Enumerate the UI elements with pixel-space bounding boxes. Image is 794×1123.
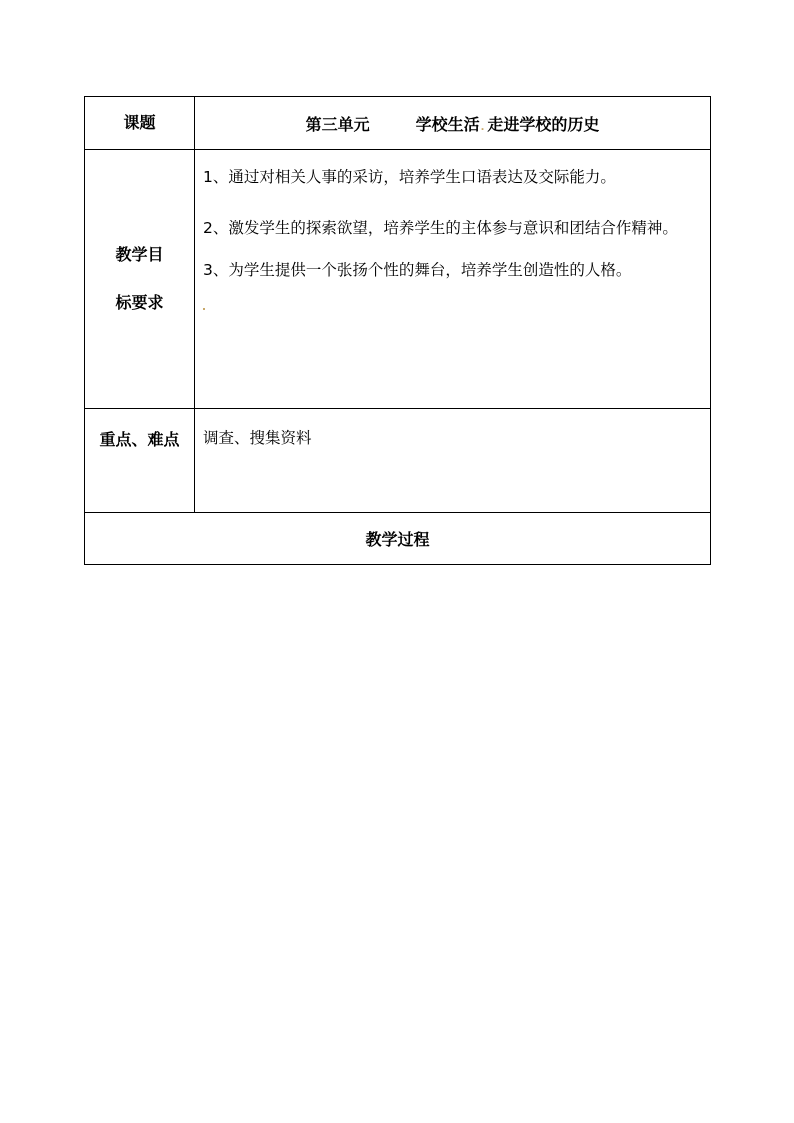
focus-label: 重点、难点 (99, 430, 180, 449)
lesson-title-cell (195, 97, 711, 150)
focus-label-cell (85, 409, 195, 513)
goal-item: 3、为学生提供一个张扬个性的舞台，培养学生创造性的人格。 (203, 261, 632, 279)
process-label: 教学过程 (365, 530, 430, 549)
goals-row (85, 150, 711, 409)
separator-dot: . (480, 121, 485, 133)
focus-row (85, 409, 711, 513)
stray-mark (203, 308, 205, 310)
goal-item: 2、激发学生的探索欲望，培养学生的主体参与意识和团结合作精神。 (203, 219, 678, 237)
process-row (85, 513, 711, 565)
goals-content-cell (195, 150, 711, 409)
title-label-cell (85, 97, 195, 150)
unit-name: 第三单元 (305, 114, 370, 134)
focus-content-cell (195, 409, 711, 513)
topic-part2: 走进学校的历史 (487, 114, 600, 134)
topic-part1: 学校生活 (415, 114, 480, 134)
goals-label-line1: 教学目 (115, 244, 164, 264)
title-label: 课题 (123, 112, 156, 132)
goals-label-cell (85, 150, 195, 409)
lesson-plan-table (84, 96, 711, 565)
title-row (85, 97, 711, 150)
goals-label-line2: 标要求 (115, 293, 164, 312)
goal-item: 1、通过对相关人事的采访，培养学生口语表达及交际能力。 (203, 168, 616, 186)
focus-content: 调查、搜集资料 (203, 429, 312, 447)
process-cell (85, 513, 711, 565)
